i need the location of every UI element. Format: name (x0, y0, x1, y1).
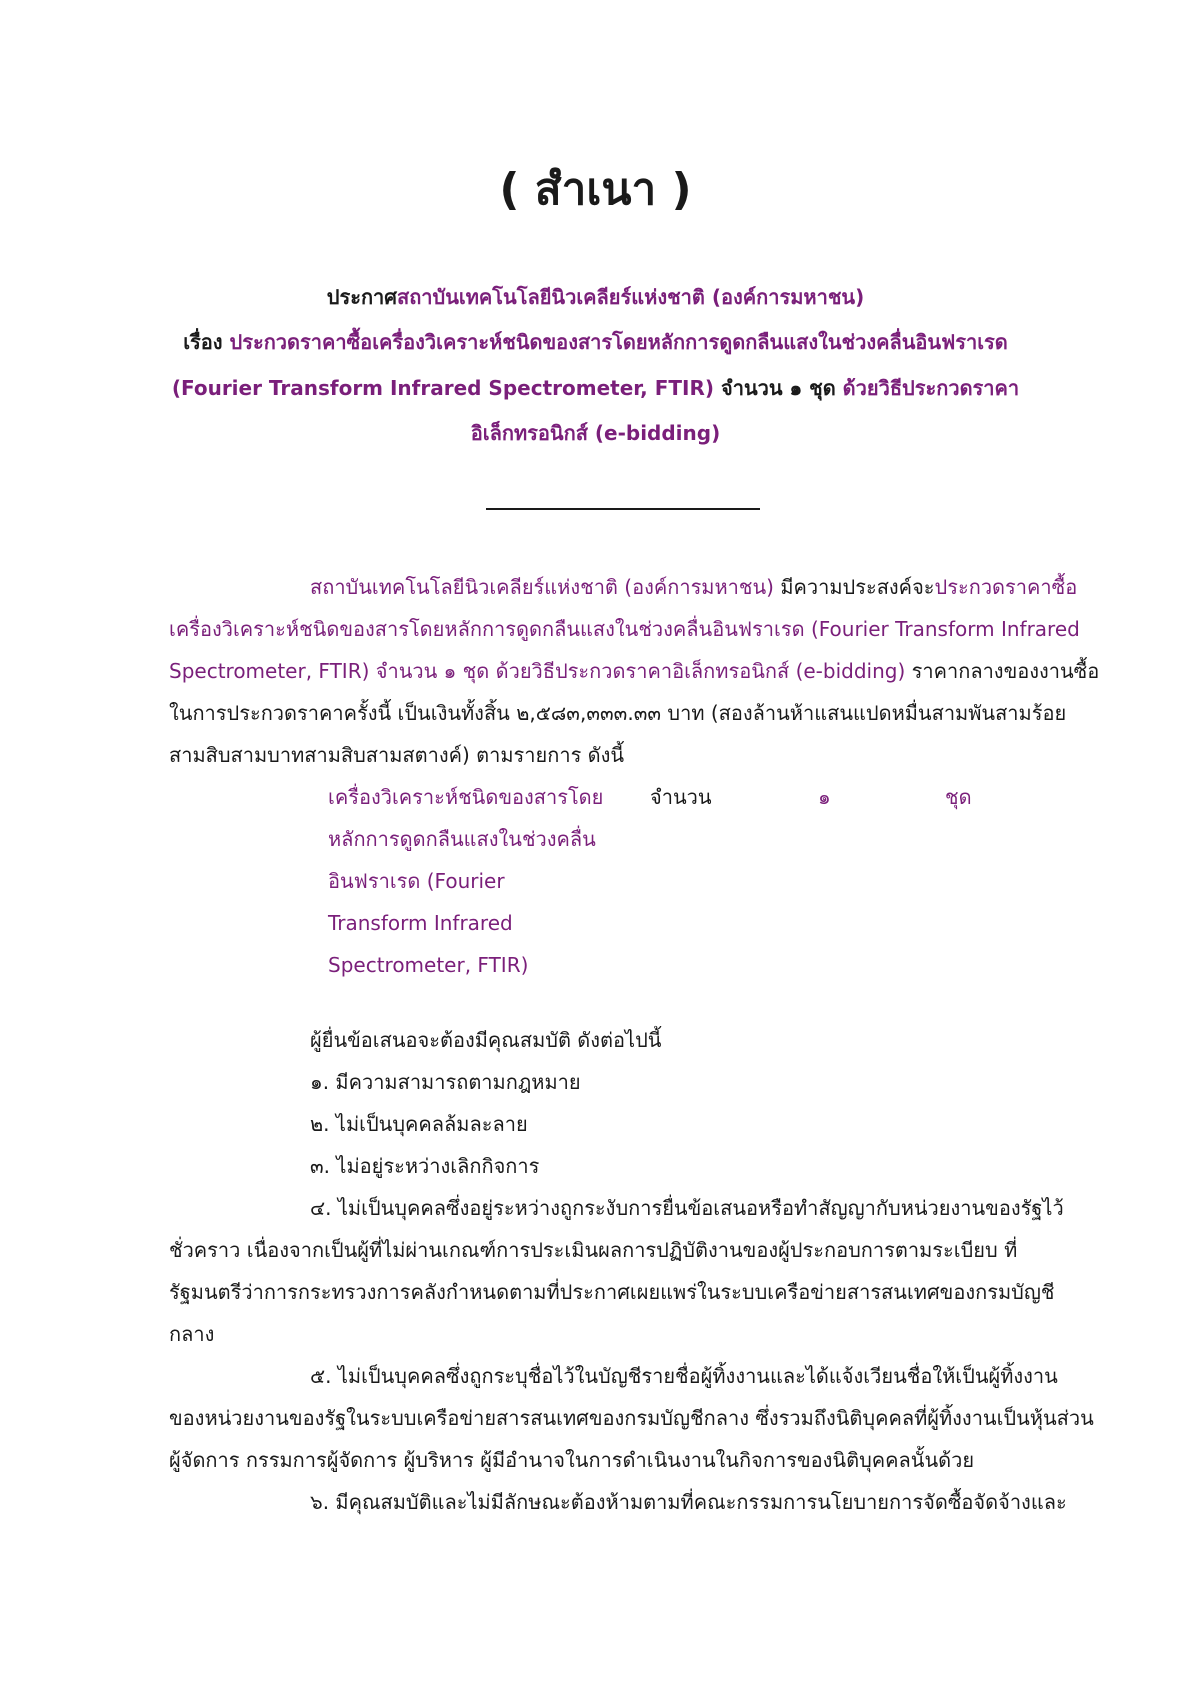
paragraph1-line-1 (310, 572, 1077, 602)
item-name-line: หลักการดูดกลืนแสงในช่วงคลื่น (328, 827, 596, 851)
heading-line-3 (0, 373, 1191, 403)
heading-method-cont: อิเล็กทรอนิกส์ (e-bidding) (470, 421, 721, 445)
paragraph1-text: มีความประสงค์จะ (773, 575, 935, 599)
heading-subject: ประกวดราคาซื้อเครื่องวิเคราะห์ชนิดของสารโดยหลักการดูดกลืนแสงในช่วงคลื่นอินฟราเรด (229, 330, 1008, 354)
paragraph1-text-cont: ราคากลางของงานซื้อ (905, 659, 1100, 683)
heading-quantity: จำนวน ๑ ชุด (714, 376, 843, 400)
qualification-3: ๓. ไม่อยู่ระหว่างเลิกกิจการ (310, 1154, 540, 1178)
qualification-1: ๑. มีความสามารถตามกฎหมาย (310, 1070, 581, 1094)
copy-mark: ( สำเนา ) (499, 164, 692, 215)
item-name-line: Spectrometer, FTIR) (328, 953, 529, 977)
qualification-5-line-3: ผู้จัดการ กรรมการผู้จัดการ ผู้บริหาร ผู้มีอำนาจในการดำเนินงานในกิจการของนิติบุคคลนั้นด้วย (169, 1448, 975, 1472)
paragraph1-line-5: สามสิบสามบาทสามสิบสามสตางค์) ตามรายการ ดังนี้ (169, 743, 625, 767)
heading-org: สถาบันเทคโนโลยีนิวเคลียร์แห่งชาติ (องค์การมหาชน) (396, 285, 865, 309)
heading-divider (486, 508, 760, 510)
heading-subject-prefix: เรื่อง (183, 330, 230, 354)
paragraph1-subject: ประกวดราคาซื้อ (934, 575, 1078, 599)
qualification-5-line-2: ของหน่วยงานของรัฐในระบบเครือข่ายสารสนเทศของกรมบัญชีกลาง ซึ่งรวมถึงนิติบุคคลที่ผู้ทิ้งงานเป็นหุ้นส่วน (169, 1406, 1094, 1430)
heading-prefix: ประกาศ (326, 285, 397, 309)
qualification-5-line-1: ๕. ไม่เป็นบุคคลซึ่งถูกระบุชื่อไว้ในบัญชีรายชื่อผู้ทิ้งงานและได้แจ้งเวียนชื่อให้เป็นผู้ทิ้งงาน (310, 1364, 1058, 1388)
qualification-4-line-3: รัฐมนตรีว่าการกระทรวงการคลังกำหนดตามที่ประกาศเผยแพร่ในระบบเครือข่ายสารสนเทศของกรมบัญชี (169, 1280, 1055, 1304)
heading-line-2 (0, 327, 1191, 357)
item-name-line: Transform Infrared (328, 911, 513, 935)
paragraph1-line-4: ในการประกวดราคาครั้งนี้ เป็นเงินทั้งสิ้น ๒,๕๘๓,๓๓๓.๓๓ บาท (สองล้านห้าแสนแปดหมื่นสามพันสามร้อย (169, 701, 1067, 725)
paragraph1-line-2: เครื่องวิเคราะห์ชนิดของสารโดยหลักการดูดกลืนแสงในช่วงคลื่นอินฟราเรด (Fourier Transform Infrared (169, 617, 1080, 641)
heading-method: ด้วยวิธีประกวดราคา (842, 376, 1020, 400)
item-name (328, 782, 603, 992)
item-unit: ชุด (945, 785, 972, 809)
paragraph1-subject-cont: Spectrometer, FTIR) จำนวน ๑ ชุด ด้วยวิธีประกวดราคาอิเล็กทรอนิกส์ (e-bidding) (169, 659, 906, 683)
item-qty-value: ๑ (818, 785, 831, 809)
qualification-4-line-2: ชั่วคราว เนื่องจากเป็นผู้ที่ไม่ผ่านเกณฑ์การประเมินผลการปฏิบัติงานของผู้ประกอบการตามระเบียบ ที่ (169, 1238, 1018, 1262)
qualification-6: ๖. มีคุณสมบัติและไม่มีลักษณะต้องห้ามตามที่คณะกรรมการนโยบายการจัดซื้อจัดจ้างและ (310, 1490, 1067, 1514)
qualification-4-line-1: ๔. ไม่เป็นบุคคลซึ่งอยู่ระหว่างถูกระงับการยื่นข้อเสนอหรือทำสัญญากับหน่วยงานของรัฐไว้ (310, 1196, 1064, 1220)
qualification-4-line-4: กลาง (169, 1322, 215, 1346)
paragraph1-line-3 (169, 656, 1099, 686)
item-name-line: อินฟราเรด (Fourier (328, 869, 505, 893)
qualifications-intro: ผู้ยื่นข้อเสนอจะต้องมีคุณสมบัติ ดังต่อไปนี้ (310, 1028, 662, 1052)
qualification-2: ๒. ไม่เป็นบุคคลล้มละลาย (310, 1112, 528, 1136)
item-name-line: เครื่องวิเคราะห์ชนิดของสารโดย (328, 785, 604, 809)
heading-line-1 (0, 282, 1191, 312)
item-qty-label: จำนวน (650, 785, 712, 809)
heading-line-4 (0, 418, 1191, 448)
org-name: สถาบันเทคโนโลยีนิวเคลียร์แห่งชาติ (องค์การมหาชน) (310, 575, 774, 599)
heading-subject-en: (Fourier Transform Infrared Spectrometer, FTIR) (171, 376, 715, 400)
